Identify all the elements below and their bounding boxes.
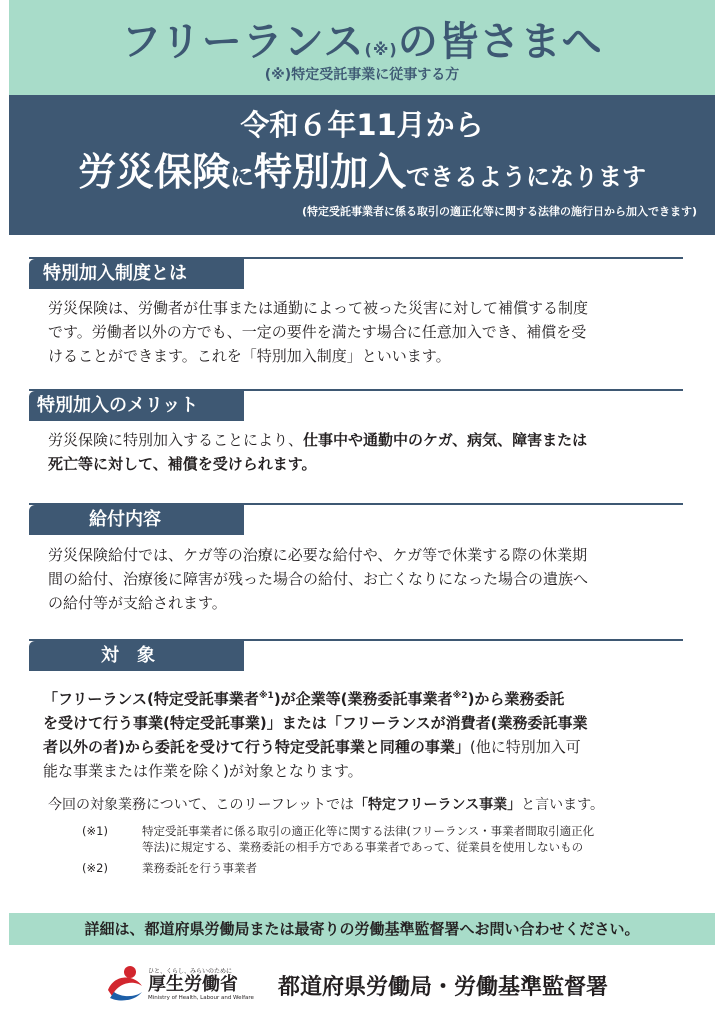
section-heading-merit: 特別加入のメリット xyxy=(29,391,244,421)
section-rule xyxy=(29,503,683,505)
headline-date: 令和６年11月から xyxy=(240,108,484,142)
footer-organization: 都道府県労働局・労働基準監督署 xyxy=(278,975,609,1000)
top-header-band xyxy=(9,0,715,95)
section-heading-benefits: 給付内容 xyxy=(29,505,244,535)
section-rule xyxy=(29,389,683,391)
section-body-merit: 労災保険に特別加入することにより、仕事中や通勤中のケガ、病気、障害または 死亡等に対して、補償を受けられます。 xyxy=(48,431,588,473)
headline-main: 労災保険に特別加入できるようになります xyxy=(77,150,647,194)
footnote-1: (※1) 特定受託事業者に係る取引の適正化等に関する法律(フリーランス・事業者間取引適正化 等法)に規定する、業務委託の相手方である事業者であって、従業員を使用しないもの xyxy=(82,824,595,854)
section-heading-system: 特別加入制度とは xyxy=(29,259,244,289)
headline-note: (特定受託事業者に係る取引の適正化等に関する法律の施行日から加入できます) xyxy=(301,205,697,218)
contact-band: 詳細は、都道府県労働局または最寄りの労働基準監督署へお問い合わせください。 xyxy=(9,913,715,945)
section-heading-target: 対 象 xyxy=(29,641,244,671)
section-body-target: 「フリーランス(特定受託事業者$^{※1}$)が企業等(業務委託事業者$^{※2}$)から業務委託 を受けて行う事業(特定受託事業)」または「フリーランスが消費者(業務委託事業 者以外の者)から委託を受けて行う特定受託事業と同種の事業」(他に特別加入可 能な事業または作業を除く)が対象となります。 xyxy=(43,690,588,780)
section-rule xyxy=(29,639,683,641)
headline-banner xyxy=(9,95,715,235)
footnote-2: (※2) 業務委託を行う事業者 xyxy=(82,861,257,875)
section-body-benefits: 労災保険給付では、ケガ等の治療に必要な給付や、ケガ等で休業する際の休業期 間の給付、治療後に障害が残った場合の給付、お亡くなりになった場合の遺族へ の給付等が支給されます。 xyxy=(48,546,589,612)
section-rule xyxy=(29,257,683,259)
mhlw-logo-text: ひと、くらし、みらいのために 厚生労働省 Ministry of Health, Labour and Welfare xyxy=(148,968,254,1001)
page-title: フリーランス(※)の皆さまへ xyxy=(121,19,603,65)
page-subtitle: (※)特定受託事業に従事する方 xyxy=(264,67,460,83)
mhlw-logo-icon xyxy=(104,964,146,1004)
section-body-system: 労災保険は、労働者が仕事または通勤によって被った災害に対して補償する制度 です。労働者以外の方でも、一定の要件を満たす場合に任意加入でき、補償を受 けることができます。これを「特別加入制度」といいます。 xyxy=(48,299,589,365)
target-lead-text: 今回の対象業務について、このリーフレットでは「特定フリーランス事業」と言います。 xyxy=(48,797,604,813)
